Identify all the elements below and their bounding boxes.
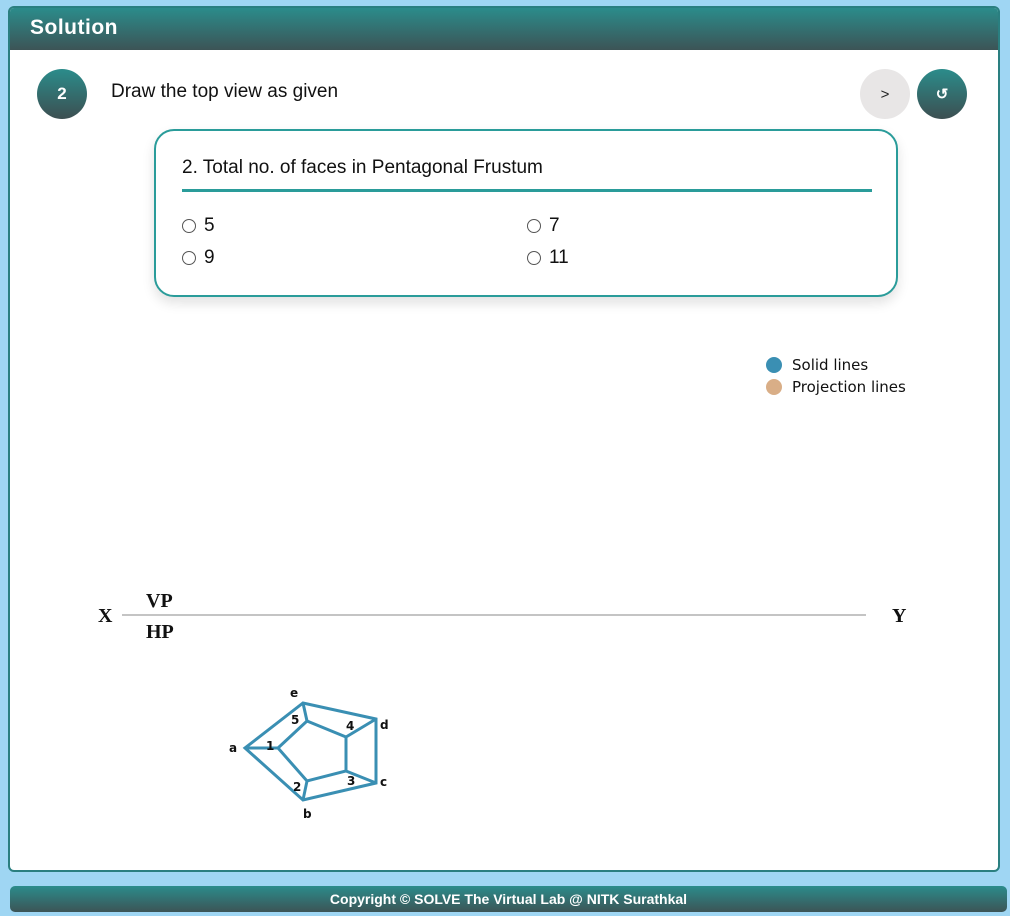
- quiz-option-label: 9: [204, 247, 215, 268]
- vertex-label-c: c: [380, 775, 388, 789]
- edge-e-5: [303, 703, 307, 721]
- footer-copyright: Copyright © SOLVE The Virtual Lab @ NITK Surathkal: [10, 886, 1007, 912]
- vertex-label-a: a: [229, 741, 238, 755]
- legend-label-projection: Projection lines: [792, 378, 906, 396]
- quiz-option-label: 5: [204, 215, 215, 236]
- next-step-button[interactable]: >: [860, 69, 910, 119]
- solution-panel: [8, 6, 1000, 872]
- x-label: X: [98, 605, 113, 627]
- quiz-question: 2. Total no. of faces in Pentagonal Frustum: [182, 157, 872, 192]
- reset-button[interactable]: ↺: [917, 69, 967, 119]
- edge-b-2: [303, 781, 307, 800]
- vertex-label-2: 2: [293, 780, 302, 794]
- vertex-label-5: 5: [291, 713, 300, 727]
- vertex-label-1: 1: [266, 739, 275, 753]
- outer-pentagon: [245, 703, 376, 800]
- drawing-canvas: [10, 8, 998, 870]
- vertex-label-b: b: [303, 807, 312, 821]
- legend-label-solid: Solid lines: [792, 356, 869, 374]
- hp-label: HP: [146, 621, 174, 643]
- y-label: Y: [892, 605, 907, 627]
- vertex-label-4: 4: [346, 719, 355, 733]
- vertex-label-d: d: [380, 718, 389, 732]
- quiz-option-label: 7: [549, 215, 560, 236]
- vertex-label-e: e: [290, 686, 299, 700]
- vp-label: VP: [146, 590, 173, 612]
- panel-title: Solution: [10, 8, 998, 50]
- step-number-badge: 2: [37, 69, 87, 119]
- vertex-label-3: 3: [347, 774, 356, 788]
- step-title: Draw the top view as given: [111, 81, 339, 102]
- quiz-option-label: 11: [549, 247, 569, 268]
- inner-pentagon: [278, 721, 346, 781]
